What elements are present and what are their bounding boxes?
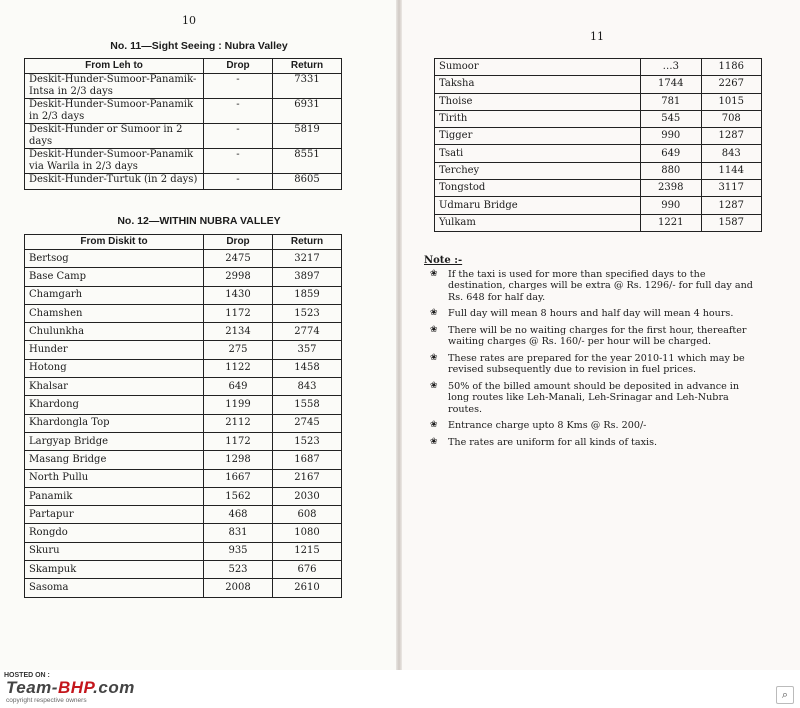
return-cell: 1587 [701, 214, 762, 231]
destination-cell: Panamik [25, 487, 204, 505]
note-text: If the taxi is used for more than specified days to the destination, charges will be extra @ Rs. 1296/- for full day and Rs. 648 for half day. [448, 268, 753, 303]
destination-cell: Thoise [435, 93, 641, 110]
return-cell: 2610 [273, 579, 342, 597]
section-12-continued-table [434, 58, 762, 232]
table-row [25, 378, 342, 396]
destination-cell: Rongdo [25, 524, 204, 542]
drop-cell: 468 [204, 506, 273, 524]
table-row [25, 469, 342, 487]
copyright-text: copyright respective owners [6, 697, 87, 704]
note-item [424, 381, 762, 416]
return-cell: 2167 [273, 469, 342, 487]
flower-bullet-icon: ❀ [430, 420, 438, 430]
drop-cell: 831 [204, 524, 273, 542]
return-cell: 2267 [701, 76, 762, 93]
note-item [424, 308, 762, 320]
destination-cell: Partapur [25, 506, 204, 524]
logo-main: Team- [6, 678, 58, 697]
note-item [424, 420, 762, 432]
return-cell: 2745 [273, 414, 342, 432]
table-row [25, 506, 342, 524]
route-cell: Deskit-Hunder-Sumoor-Panamik-Intsa in 2/3 days [25, 74, 204, 99]
table-row [25, 250, 342, 268]
flower-bullet-icon: ❀ [430, 324, 438, 335]
table-row [435, 110, 762, 127]
drop-cell: 649 [641, 145, 701, 162]
note-text: Entrance charge upto 8 Kms @ Rs. 200/- [448, 420, 647, 431]
drop-cell: …3 [641, 59, 701, 76]
column-header: From Leh to [25, 59, 204, 74]
column-header: Return [273, 59, 342, 74]
table-row [25, 524, 342, 542]
return-cell: 1080 [273, 524, 342, 542]
destination-cell: Skuru [25, 542, 204, 560]
drop-cell: 990 [641, 128, 701, 145]
logo-accent: BHP [57, 678, 94, 697]
drop-cell: 2475 [204, 250, 273, 268]
table-row [25, 304, 342, 322]
return-cell: 843 [273, 378, 342, 396]
destination-cell: Khardongla Top [25, 414, 204, 432]
return-cell: 2774 [273, 323, 342, 341]
column-header: Drop [204, 235, 273, 250]
table-row [25, 268, 342, 286]
destination-cell: Skampuk [25, 561, 204, 579]
column-header: Drop [204, 59, 273, 74]
notes-title: Note :- [424, 255, 463, 266]
table-row [25, 124, 342, 149]
return-cell: 8551 [273, 149, 342, 174]
table-row [435, 214, 762, 231]
return-cell: 3897 [273, 268, 342, 286]
destination-cell: Chulunkha [25, 323, 204, 341]
return-cell: 1186 [701, 59, 762, 76]
page-number-right: 11 [590, 30, 604, 43]
return-cell: 3217 [273, 250, 342, 268]
table-row [25, 341, 342, 359]
drop-cell: 1298 [204, 451, 273, 469]
section-12-title: No. 12—WITHIN NUBRA VALLEY [117, 215, 281, 227]
return-cell: 1215 [273, 542, 342, 560]
drop-cell: 275 [204, 341, 273, 359]
table-row [25, 542, 342, 560]
return-cell: 6931 [273, 99, 342, 124]
section-11-title: No. 11—Sight Seeing : Nubra Valley [110, 40, 288, 52]
table-row [435, 93, 762, 110]
return-cell: 1144 [701, 162, 762, 179]
return-cell: 1287 [701, 197, 762, 214]
drop-cell: 1744 [641, 76, 701, 93]
table-row [25, 286, 342, 304]
drop-cell: - [204, 174, 273, 190]
drop-cell: 1221 [641, 214, 701, 231]
table-row [25, 487, 342, 505]
destination-cell: Tirith [435, 110, 641, 127]
destination-cell: Chamshen [25, 304, 204, 322]
return-cell: 1523 [273, 432, 342, 450]
note-text: These rates are prepared for the year 2010-11 which may be revised subsequently due to revision in fuel prices. [448, 352, 745, 375]
flower-bullet-icon: ❀ [430, 380, 438, 391]
drop-cell: 2398 [641, 180, 701, 197]
table-row [435, 145, 762, 162]
destination-cell: Hunder [25, 341, 204, 359]
return-cell: 676 [273, 561, 342, 579]
drop-cell: 1562 [204, 487, 273, 505]
note-item [424, 353, 762, 376]
section-12-table [24, 234, 342, 598]
note-text: The rates are uniform for all kinds of taxis. [448, 436, 658, 448]
drop-cell: 2998 [204, 268, 273, 286]
return-cell: 5819 [273, 124, 342, 149]
return-cell: 1523 [273, 304, 342, 322]
table-row [25, 451, 342, 469]
section-11-table [24, 58, 342, 190]
note-text: There will be no waiting charges for the first hour, thereafter waiting charges @ Rs. 160/- per hour will be charged. [448, 324, 747, 347]
return-cell: 2030 [273, 487, 342, 505]
flower-bullet-icon: ❀ [430, 352, 438, 363]
destination-cell: Masang Bridge [25, 451, 204, 469]
return-cell: 1859 [273, 286, 342, 304]
table-row [435, 128, 762, 145]
team-bhp-logo[interactable] [6, 678, 135, 698]
destination-cell: Taksha [435, 76, 641, 93]
route-cell: Deskit-Hunder-Sumoor-Panamik in 2/3 days [25, 99, 204, 124]
table-row [25, 414, 342, 432]
table-row [25, 396, 342, 414]
destination-cell: Hotong [25, 359, 204, 377]
drop-cell: 935 [204, 542, 273, 560]
flower-bullet-icon: ❀ [430, 268, 438, 279]
return-cell: 608 [273, 506, 342, 524]
table-row [25, 99, 342, 124]
table-row [25, 323, 342, 341]
return-cell: 708 [701, 110, 762, 127]
flower-bullet-icon: ❀ [430, 308, 438, 318]
return-cell: 1287 [701, 128, 762, 145]
drop-cell: 2008 [204, 579, 273, 597]
destination-cell: Khalsar [25, 378, 204, 396]
table-row [435, 162, 762, 179]
flower-bullet-icon: ❀ [430, 436, 438, 447]
route-cell: Deskit-Hunder-Turtuk (in 2 days) [25, 174, 204, 190]
destination-cell: Tsati [435, 145, 641, 162]
drop-cell: 781 [641, 93, 701, 110]
return-cell: 843 [701, 145, 762, 162]
drop-cell: 523 [204, 561, 273, 579]
table-row [435, 197, 762, 214]
return-cell: 1015 [701, 93, 762, 110]
destination-cell: North Pullu [25, 469, 204, 487]
table-row [435, 59, 762, 76]
table-row [25, 561, 342, 579]
route-cell: Deskit-Hunder-Sumoor-Panamik via Warila in 2/3 days [25, 149, 204, 174]
route-cell: Deskit-Hunder or Sumoor in 2 days [25, 124, 204, 149]
drop-cell: 990 [641, 197, 701, 214]
destination-cell: Khardong [25, 396, 204, 414]
column-header: Return [273, 235, 342, 250]
page-number-left: 10 [182, 14, 196, 27]
drop-cell: 1199 [204, 396, 273, 414]
table-row [435, 180, 762, 197]
destination-cell: Sumoor [435, 59, 641, 76]
drop-cell: 545 [641, 110, 701, 127]
notes-list [424, 269, 762, 449]
destination-cell: Yulkam [435, 214, 641, 231]
destination-cell: Bertsog [25, 250, 204, 268]
logo-suffix: .com [93, 678, 135, 697]
table-row [25, 359, 342, 377]
hosted-on-label: HOSTED ON : [4, 672, 50, 679]
destination-cell: Chamgarh [25, 286, 204, 304]
note-item [424, 269, 762, 304]
column-header: From Diskit to [25, 235, 204, 250]
destination-cell: Tongstod [435, 180, 641, 197]
drop-cell: - [204, 149, 273, 174]
drop-cell: 649 [204, 378, 273, 396]
table-row [25, 579, 342, 597]
drop-cell: 2134 [204, 323, 273, 341]
return-cell: 7331 [273, 74, 342, 99]
destination-cell: Sasoma [25, 579, 204, 597]
return-cell: 8605 [273, 174, 342, 190]
return-cell: 3117 [701, 180, 762, 197]
table-row [25, 432, 342, 450]
return-cell: 1687 [273, 451, 342, 469]
destination-cell: Largyap Bridge [25, 432, 204, 450]
destination-cell: Base Camp [25, 268, 204, 286]
drop-cell: 2112 [204, 414, 273, 432]
drop-cell: 1172 [204, 304, 273, 322]
table-row [25, 174, 342, 190]
drop-cell: - [204, 74, 273, 99]
drop-cell: - [204, 124, 273, 149]
table-row [435, 76, 762, 93]
notes-section [424, 255, 762, 453]
return-cell: 1458 [273, 359, 342, 377]
magnifier-icon[interactable]: ⌕ [776, 686, 794, 704]
note-text: 50% of the billed amount should be deposited in advance in long routes like Leh-Manali, Leh-Srinagar and Leh-Nubra routes. [448, 380, 740, 415]
note-item [424, 437, 762, 449]
return-cell: 357 [273, 341, 342, 359]
drop-cell: 1430 [204, 286, 273, 304]
table-row [25, 74, 342, 99]
destination-cell: Terchey [435, 162, 641, 179]
return-cell: 1558 [273, 396, 342, 414]
note-item [424, 325, 762, 348]
drop-cell: 880 [641, 162, 701, 179]
drop-cell: 1667 [204, 469, 273, 487]
drop-cell: 1122 [204, 359, 273, 377]
note-text: Full day will mean 8 hours and half day will mean 4 hours. [448, 308, 734, 319]
destination-cell: Udmaru Bridge [435, 197, 641, 214]
drop-cell: 1172 [204, 432, 273, 450]
drop-cell: - [204, 99, 273, 124]
table-row [25, 149, 342, 174]
book-spine [396, 0, 402, 670]
destination-cell: Tigger [435, 128, 641, 145]
